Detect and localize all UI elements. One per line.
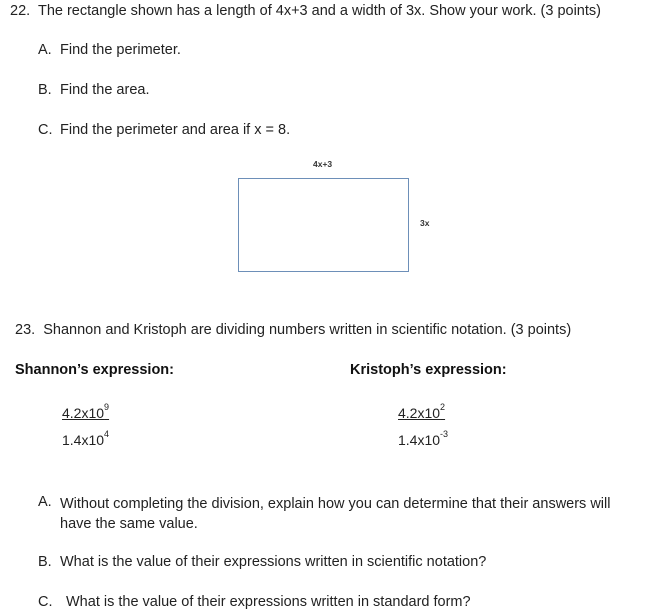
item-text: Find the perimeter. (60, 42, 181, 58)
kristoph-denominator (398, 429, 449, 448)
question-number: 23. (15, 322, 36, 338)
question-22-prompt (10, 3, 601, 19)
length-label: 4x+3 (313, 159, 333, 169)
item-text: What is the value of their expressions written in standard form? (66, 594, 471, 610)
q23-item-a (38, 494, 625, 534)
item-letter: C. (38, 122, 53, 138)
exponent: 9 (104, 402, 110, 412)
item-text: Without completing the division, explain how you can determine that their answers will have the same value. (60, 496, 611, 532)
q23-item-b (38, 554, 486, 570)
shannon-heading: Shannon’s expression: (15, 362, 174, 378)
q22-item-c (38, 122, 290, 138)
width-label: 3x (420, 218, 430, 228)
item-letter: B. (38, 82, 52, 98)
question-number: 22. (10, 3, 31, 19)
item-text: Find the area. (60, 82, 150, 98)
shannon-denominator (62, 429, 110, 448)
kristoph-heading: Kristoph’s expression: (350, 362, 507, 378)
exponent: 4 (104, 429, 110, 439)
shannon-numerator (62, 402, 110, 421)
base: 4.2x10 (62, 405, 105, 421)
rectangle-figure (238, 178, 409, 272)
q22-item-a (38, 42, 181, 58)
item-letter: A. (38, 42, 52, 58)
question-text: Shannon and Kristoph are dividing numbers written in scientific notation. (3 points) (43, 322, 572, 338)
question-text: The rectangle shown has a length of 4x+3 and a width of 3x. Show your work. (3 points) (37, 3, 601, 19)
item-letter: B. (38, 554, 52, 570)
exponent: -3 (440, 429, 449, 439)
base: 1.4x10 (398, 432, 441, 448)
kristoph-numerator (398, 402, 446, 421)
item-text: Find the perimeter and area if x = 8. (60, 122, 291, 138)
item-text: What is the value of their expressions written in scientific notation? (60, 554, 487, 570)
question-23-prompt (15, 322, 571, 338)
exponent: 2 (440, 402, 446, 412)
q23-item-c (38, 594, 471, 610)
q22-item-b (38, 82, 149, 98)
item-letter: A. (38, 494, 52, 510)
base: 4.2x10 (398, 405, 441, 421)
item-letter: C. (38, 594, 53, 610)
base: 1.4x10 (62, 432, 105, 448)
